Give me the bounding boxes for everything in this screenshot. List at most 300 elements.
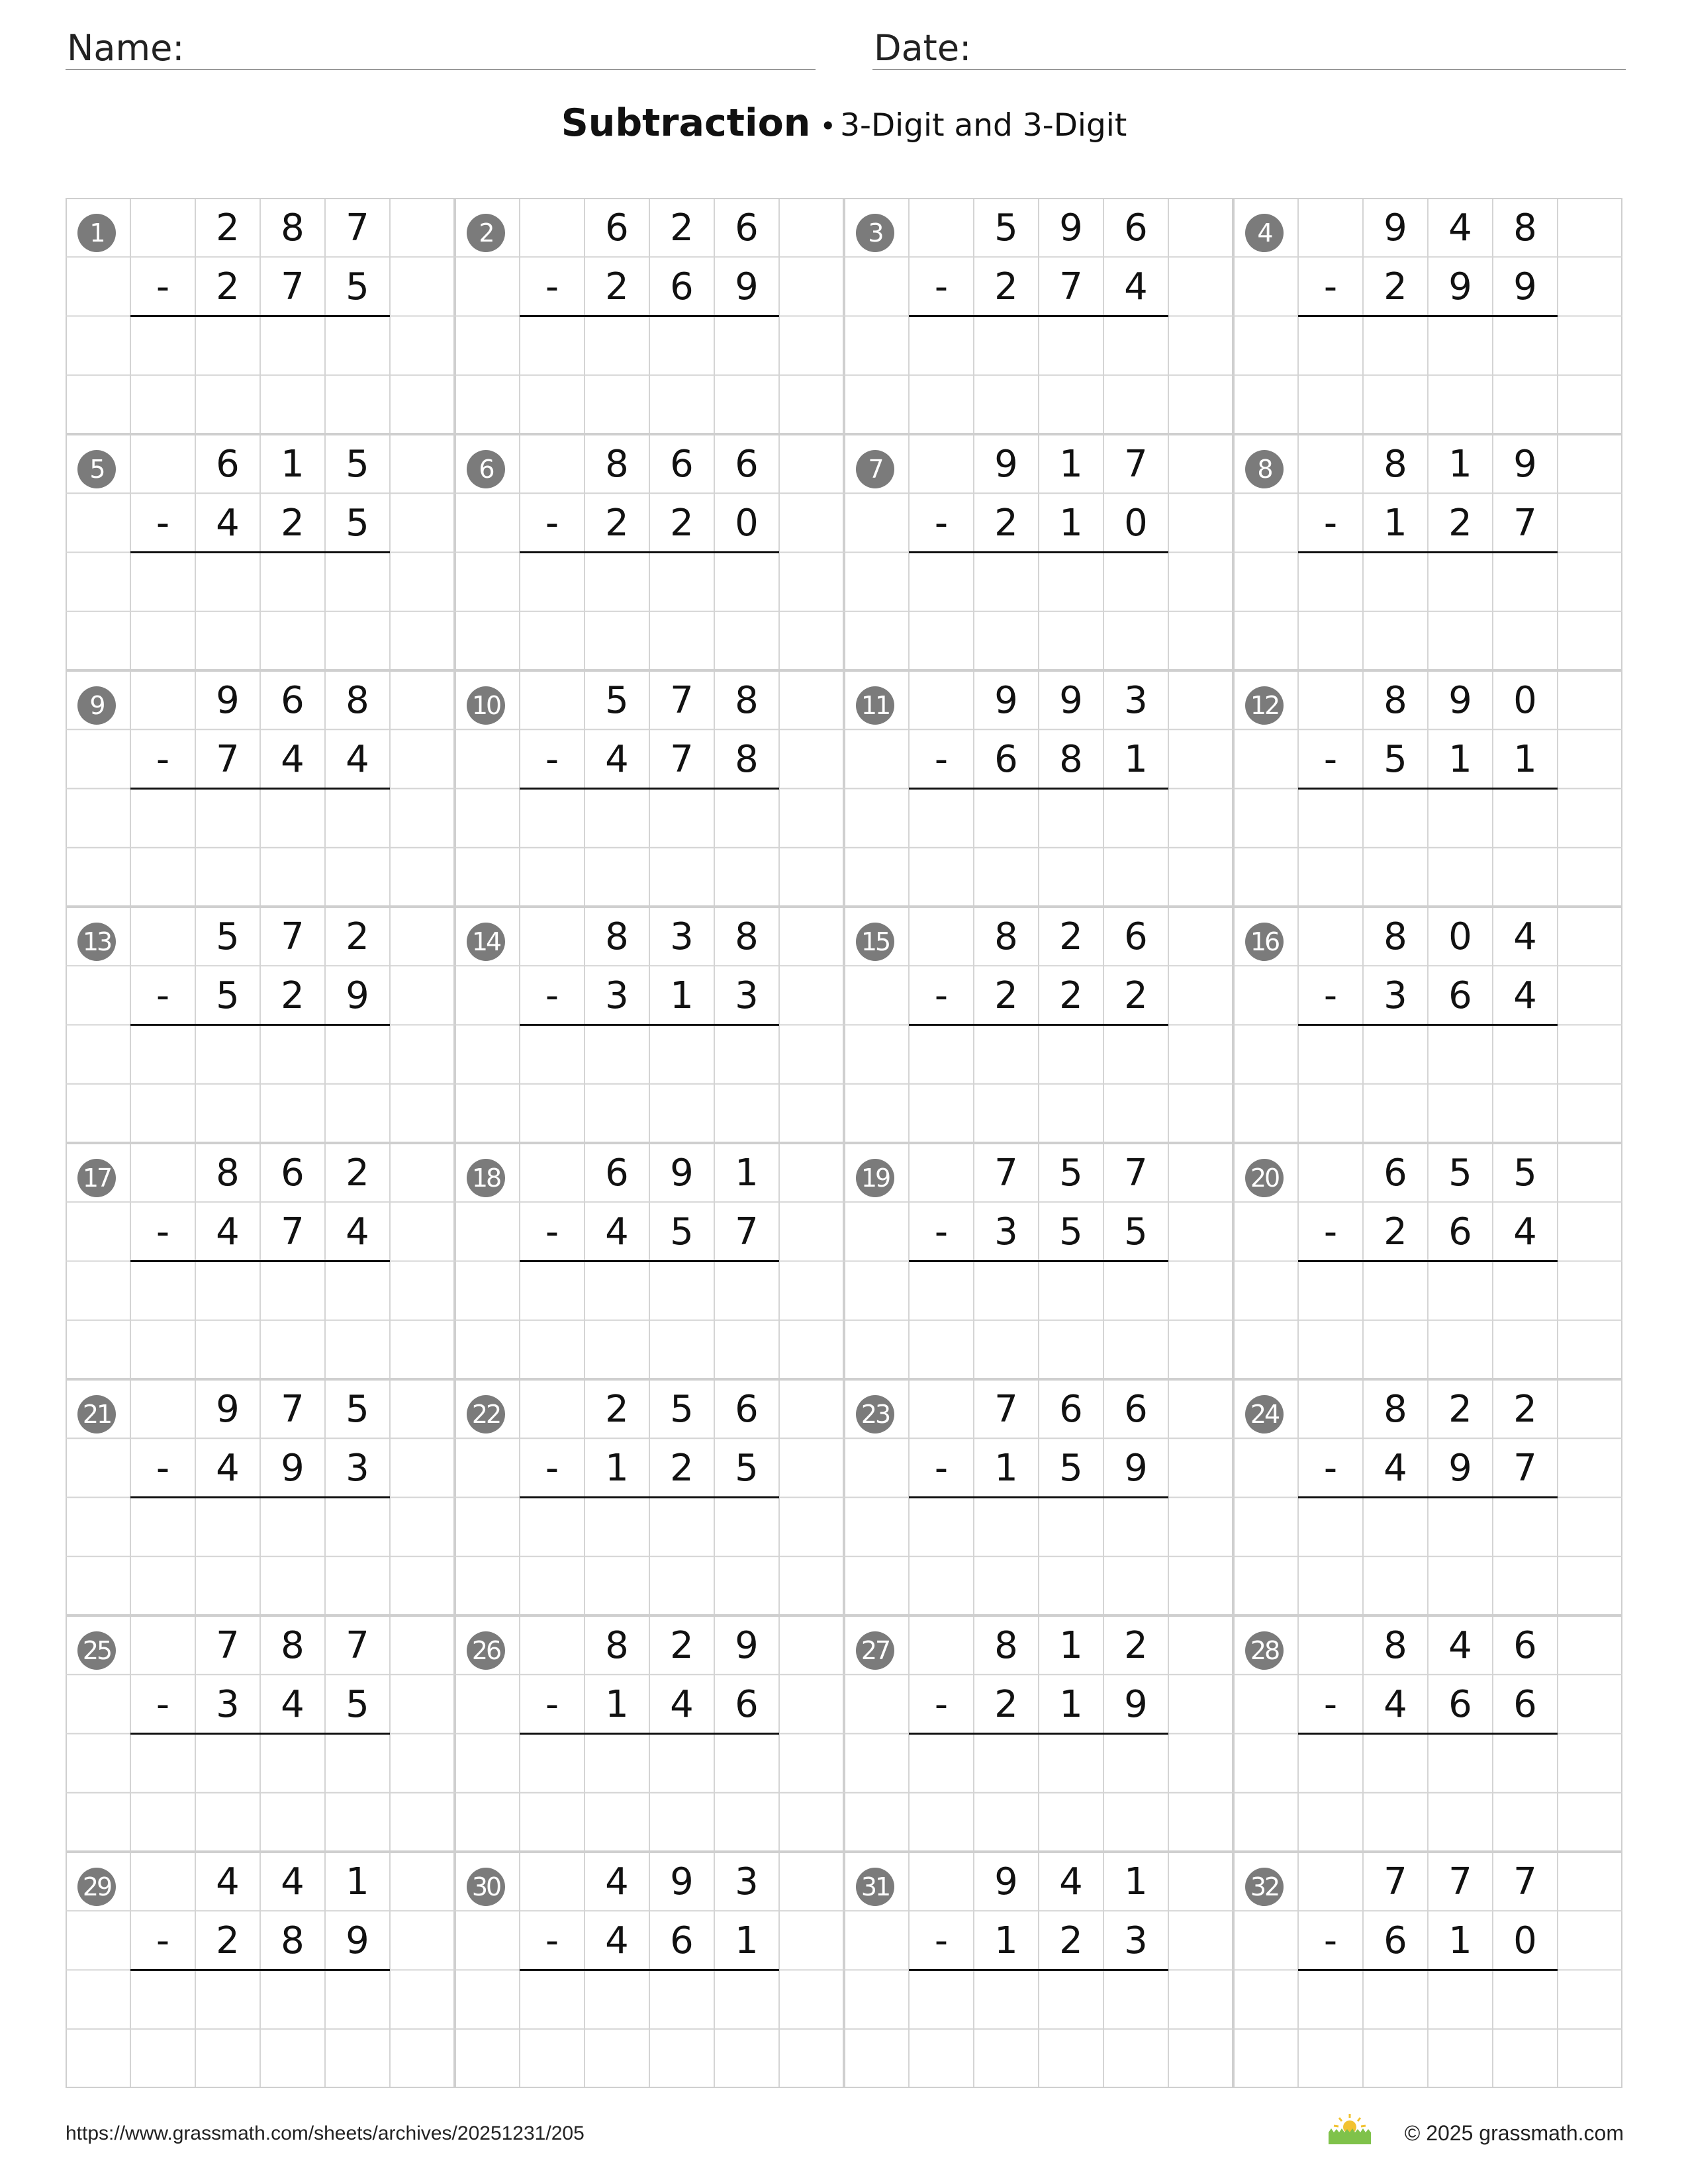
subtrahend-digit: 5 <box>1059 1447 1083 1490</box>
answer-space[interactable] <box>520 790 779 902</box>
problem-number-badge: 10 <box>467 686 505 725</box>
minuend-digit: 6 <box>605 206 629 250</box>
answer-space[interactable] <box>1298 1026 1558 1138</box>
date-label: Date: <box>874 27 972 69</box>
problem-22 <box>455 1379 844 1615</box>
minuend-digit: 9 <box>994 443 1018 486</box>
subtrahend-digit: 1 <box>735 1919 759 1962</box>
problem-23 <box>844 1379 1233 1615</box>
problem-grid <box>66 198 1622 2088</box>
subtrahend-digit: 9 <box>1448 1447 1472 1490</box>
answer-space[interactable] <box>909 790 1168 902</box>
subtrahend-digit: 2 <box>1059 1919 1083 1962</box>
minuend-digit: 6 <box>1059 1388 1083 1431</box>
minuend-digit: 6 <box>735 206 759 250</box>
minuend-digit: 0 <box>1513 679 1537 722</box>
name-label: Name: <box>67 27 185 69</box>
minus-sign: - <box>156 1447 170 1490</box>
problem-number-badge: 28 <box>1245 1631 1284 1670</box>
minuend-digit: 1 <box>281 443 305 486</box>
subtrahend-digit: 1 <box>994 1919 1018 1962</box>
problem-number-badge: 3 <box>856 214 894 252</box>
minus-sign: - <box>156 1683 170 1726</box>
minus-sign: - <box>934 1210 949 1253</box>
subtrahend-digit: 0 <box>1513 1919 1537 1962</box>
subtrahend-digit: 2 <box>605 502 629 545</box>
subtrahend-digit: 2 <box>1383 1210 1407 1253</box>
subtrahend-digit: 4 <box>281 738 305 781</box>
subtrahend-digit: 7 <box>670 738 694 781</box>
minuend-digit: 8 <box>281 206 305 250</box>
subtrahend-digit: 3 <box>735 974 759 1017</box>
subtrahend-digit: 9 <box>346 1919 369 1962</box>
minuend-digit: 4 <box>1059 1860 1083 1903</box>
minuend-digit: 8 <box>735 915 759 958</box>
subtrahend-digit: 7 <box>1513 1447 1537 1490</box>
minus-sign: - <box>934 974 949 1017</box>
minuend-digit: 7 <box>216 1624 240 1667</box>
problem-number-badge: 2 <box>467 214 505 252</box>
problem-2 <box>455 198 844 434</box>
minus-sign: - <box>934 1447 949 1490</box>
answer-space[interactable] <box>130 553 390 666</box>
problem-18 <box>455 1143 844 1379</box>
minuend-digit: 8 <box>994 915 1018 958</box>
minuend-digit: 1 <box>1059 443 1083 486</box>
minuend-digit: 4 <box>1448 206 1472 250</box>
answer-space[interactable] <box>1298 1735 1558 1847</box>
footer-url: https://www.grassmath.com/sheets/archives/20251231/205 <box>66 2122 585 2144</box>
problem-number-badge: 8 <box>1245 450 1284 488</box>
subtrahend-digit: 4 <box>216 502 240 545</box>
subtrahend-digit: 5 <box>735 1447 759 1490</box>
problem-26 <box>455 1615 844 1852</box>
minus-sign: - <box>1323 1919 1338 1962</box>
minus-sign: - <box>156 738 170 781</box>
problem-number-badge: 6 <box>467 450 505 488</box>
subtrahend-digit: 3 <box>994 1210 1018 1253</box>
minuend-digit: 6 <box>281 679 305 722</box>
answer-space[interactable] <box>130 1262 390 1375</box>
subtrahend-digit: 1 <box>994 1447 1018 1490</box>
minuend-digit: 6 <box>670 443 694 486</box>
subtrahend-digit: 7 <box>735 1210 759 1253</box>
subtrahend-digit: 1 <box>1513 738 1537 781</box>
subtrahend-digit: 1 <box>1383 502 1407 545</box>
minuend-digit: 6 <box>1513 1624 1537 1667</box>
problem-number-badge: 21 <box>77 1395 116 1433</box>
problem-number-badge: 9 <box>77 686 116 725</box>
subtrahend-digit: 6 <box>670 1919 694 1962</box>
subtrahend-digit: 5 <box>216 974 240 1017</box>
minuend-digit: 9 <box>1513 443 1537 486</box>
minus-sign: - <box>1323 1683 1338 1726</box>
subtrahend-digit: 4 <box>1513 974 1537 1017</box>
minuend-digit: 2 <box>605 1388 629 1431</box>
minuend-digit: 7 <box>1383 1860 1407 1903</box>
subtrahend-digit: 6 <box>1448 974 1472 1017</box>
problem-32 <box>1233 1852 1622 2088</box>
subtrahend-digit: 9 <box>1124 1683 1148 1726</box>
subtrahend-digit: 5 <box>346 1683 369 1726</box>
minuend-digit: 8 <box>735 679 759 722</box>
minuend-digit: 8 <box>346 679 369 722</box>
minus-sign: - <box>1323 1210 1338 1253</box>
subtrahend-digit: 7 <box>281 265 305 308</box>
minuend-digit: 5 <box>994 206 1018 250</box>
subtrahend-digit: 5 <box>1383 738 1407 781</box>
minus-sign: - <box>156 1210 170 1253</box>
name-field[interactable] <box>66 21 816 70</box>
subtrahend-digit: 9 <box>281 1447 305 1490</box>
minuend-digit: 8 <box>605 915 629 958</box>
minuend-digit: 9 <box>994 1860 1018 1903</box>
subtrahend-digit: 1 <box>670 974 694 1017</box>
minuend-digit: 6 <box>216 443 240 486</box>
minuend-digit: 6 <box>605 1152 629 1195</box>
minuend-digit: 8 <box>1383 1388 1407 1431</box>
problem-6 <box>455 434 844 670</box>
answer-space[interactable] <box>520 1026 779 1138</box>
answer-space[interactable] <box>130 1971 390 2083</box>
minuend-digit: 3 <box>1124 679 1148 722</box>
minuend-digit: 1 <box>1059 1624 1083 1667</box>
problem-number-badge: 25 <box>77 1631 116 1670</box>
subtrahend-digit: 2 <box>216 1919 240 1962</box>
problem-number-badge: 31 <box>856 1868 894 1906</box>
problem-number-badge: 11 <box>856 686 894 725</box>
minuend-digit: 2 <box>216 206 240 250</box>
problem-5 <box>66 434 455 670</box>
minuend-digit: 8 <box>281 1624 305 1667</box>
minus-sign: - <box>545 1683 559 1726</box>
answer-space[interactable] <box>130 1026 390 1138</box>
minuend-digit: 7 <box>281 1388 305 1431</box>
problem-number-badge: 29 <box>77 1868 116 1906</box>
subtrahend-digit: 2 <box>994 974 1018 1017</box>
subtrahend-digit: 2 <box>670 1447 694 1490</box>
subtrahend-digit: 7 <box>216 738 240 781</box>
subtrahend-digit: 3 <box>605 974 629 1017</box>
minuend-digit: 6 <box>735 1388 759 1431</box>
minuend-digit: 9 <box>1059 679 1083 722</box>
problem-7 <box>844 434 1233 670</box>
minuend-digit: 2 <box>1448 1388 1472 1431</box>
minuend-digit: 7 <box>281 915 305 958</box>
minus-sign: - <box>1323 502 1338 545</box>
minuend-digit: 7 <box>346 206 369 250</box>
answer-space[interactable] <box>1298 317 1558 430</box>
answer-space[interactable] <box>520 1971 779 2083</box>
problem-28 <box>1233 1615 1622 1852</box>
answer-space[interactable] <box>130 317 390 430</box>
minuend-digit: 5 <box>1513 1152 1537 1195</box>
minuend-digit: 1 <box>346 1860 369 1903</box>
minuend-digit: 8 <box>216 1152 240 1195</box>
minus-sign: - <box>1323 1447 1338 1490</box>
minuend-digit: 5 <box>346 1388 369 1431</box>
problem-20 <box>1233 1143 1622 1379</box>
problem-31 <box>844 1852 1233 2088</box>
date-field[interactable] <box>872 21 1626 70</box>
problem-number-badge: 5 <box>77 450 116 488</box>
problem-9 <box>66 670 455 907</box>
subtrahend-digit: 7 <box>281 1210 305 1253</box>
problem-number-badge: 26 <box>467 1631 505 1670</box>
subtrahend-digit: 6 <box>1448 1683 1472 1726</box>
problem-number-badge: 19 <box>856 1159 894 1197</box>
minuend-digit: 9 <box>216 679 240 722</box>
answer-space[interactable] <box>520 553 779 666</box>
minuend-digit: 4 <box>216 1860 240 1903</box>
subtrahend-digit: 4 <box>346 738 369 781</box>
answer-space[interactable] <box>909 553 1168 666</box>
problem-25 <box>66 1615 455 1852</box>
subtrahend-digit: 1 <box>1448 738 1472 781</box>
minuend-digit: 7 <box>670 679 694 722</box>
minuend-digit: 7 <box>1124 1152 1148 1195</box>
minus-sign: - <box>934 1919 949 1962</box>
answer-space[interactable] <box>909 1026 1168 1138</box>
minuend-digit: 4 <box>281 1860 305 1903</box>
problem-number-badge: 16 <box>1245 923 1284 961</box>
title-subtitle: 3-Digit and 3-Digit <box>840 107 1127 144</box>
subtrahend-digit: 6 <box>1383 1919 1407 1962</box>
answer-space[interactable] <box>520 1735 779 1847</box>
minuend-digit: 2 <box>1124 1624 1148 1667</box>
problem-number-badge: 7 <box>856 450 894 488</box>
minuend-digit: 5 <box>670 1388 694 1431</box>
subtrahend-digit: 2 <box>281 974 305 1017</box>
minuend-digit: 6 <box>1383 1152 1407 1195</box>
problem-number-badge: 4 <box>1245 214 1284 252</box>
minus-sign: - <box>545 265 559 308</box>
minuend-digit: 5 <box>1059 1152 1083 1195</box>
subtrahend-digit: 4 <box>605 1210 629 1253</box>
minus-sign: - <box>545 738 559 781</box>
minuend-digit: 6 <box>1124 206 1148 250</box>
subtrahend-digit: 2 <box>1124 974 1148 1017</box>
problem-11 <box>844 670 1233 907</box>
subtrahend-digit: 2 <box>1383 265 1407 308</box>
subtrahend-digit: 6 <box>1448 1210 1472 1253</box>
minus-sign: - <box>934 738 949 781</box>
subtrahend-digit: 9 <box>346 974 369 1017</box>
subtrahend-digit: 0 <box>735 502 759 545</box>
minus-sign: - <box>156 502 170 545</box>
minuend-digit: 7 <box>994 1152 1018 1195</box>
problem-19 <box>844 1143 1233 1379</box>
answer-space[interactable] <box>909 1971 1168 2083</box>
subtrahend-digit: 0 <box>1124 502 1148 545</box>
subtrahend-digit: 3 <box>216 1683 240 1726</box>
problem-14 <box>455 907 844 1143</box>
subtrahend-digit: 2 <box>605 265 629 308</box>
answer-space[interactable] <box>909 1498 1168 1611</box>
minuend-digit: 5 <box>1448 1152 1472 1195</box>
subtrahend-digit: 8 <box>735 738 759 781</box>
problem-8 <box>1233 434 1622 670</box>
subtrahend-digit: 8 <box>1059 738 1083 781</box>
answer-space[interactable] <box>1298 1498 1558 1611</box>
minus-sign: - <box>156 265 170 308</box>
answer-space[interactable] <box>520 1262 779 1375</box>
subtrahend-digit: 1 <box>1448 1919 1472 1962</box>
minus-sign: - <box>545 974 559 1017</box>
minuend-digit: 1 <box>1448 443 1472 486</box>
answer-space[interactable] <box>1298 1262 1558 1375</box>
minus-sign: - <box>156 1919 170 1962</box>
minuend-digit: 8 <box>1383 1624 1407 1667</box>
answer-space[interactable] <box>130 1498 390 1611</box>
minus-sign: - <box>1323 738 1338 781</box>
problem-number-badge: 30 <box>467 1868 505 1906</box>
minuend-digit: 9 <box>670 1152 694 1195</box>
problem-24 <box>1233 1379 1622 1615</box>
minuend-digit: 2 <box>1059 915 1083 958</box>
subtrahend-digit: 4 <box>605 738 629 781</box>
minuend-digit: 9 <box>994 679 1018 722</box>
minuend-digit: 8 <box>1383 443 1407 486</box>
problem-number-badge: 12 <box>1245 686 1284 725</box>
answer-space[interactable] <box>909 1735 1168 1847</box>
footer-copyright: © 2025 grassmath.com <box>1404 2121 1624 2145</box>
subtrahend-digit: 5 <box>1124 1210 1148 1253</box>
subtrahend-digit: 2 <box>670 502 694 545</box>
answer-space[interactable] <box>909 317 1168 430</box>
problem-number-badge: 1 <box>77 214 116 252</box>
minuend-digit: 6 <box>281 1152 305 1195</box>
answer-space[interactable] <box>909 1262 1168 1375</box>
subtrahend-digit: 4 <box>1383 1683 1407 1726</box>
answer-space[interactable] <box>1298 790 1558 902</box>
minuend-digit: 9 <box>1059 206 1083 250</box>
problem-number-badge: 24 <box>1245 1395 1284 1433</box>
minuend-digit: 9 <box>670 1860 694 1903</box>
minus-sign: - <box>545 1447 559 1490</box>
subtrahend-digit: 4 <box>216 1210 240 1253</box>
subtrahend-digit: 2 <box>994 265 1018 308</box>
minuend-digit: 9 <box>1448 679 1472 722</box>
minuend-digit: 5 <box>216 915 240 958</box>
subtrahend-digit: 5 <box>670 1210 694 1253</box>
subtrahend-digit: 1 <box>1124 738 1148 781</box>
subtrahend-digit: 4 <box>605 1919 629 1962</box>
problem-number-badge: 27 <box>856 1631 894 1670</box>
worksheet-title <box>0 101 1688 145</box>
problem-29 <box>66 1852 455 2088</box>
subtrahend-digit: 8 <box>281 1919 305 1962</box>
subtrahend-digit: 2 <box>1448 502 1472 545</box>
minuend-digit: 7 <box>346 1624 369 1667</box>
subtrahend-digit: 5 <box>1059 1210 1083 1253</box>
subtrahend-digit: 3 <box>1383 974 1407 1017</box>
answer-space[interactable] <box>130 1735 390 1847</box>
answer-space[interactable] <box>520 317 779 430</box>
minuend-digit: 9 <box>1383 206 1407 250</box>
subtrahend-digit: 2 <box>994 1683 1018 1726</box>
subtrahend-digit: 4 <box>281 1683 305 1726</box>
problem-15 <box>844 907 1233 1143</box>
problem-1 <box>66 198 455 434</box>
answer-space[interactable] <box>520 1498 779 1611</box>
answer-space[interactable] <box>1298 1971 1558 2083</box>
minuend-digit: 8 <box>1383 679 1407 722</box>
subtrahend-digit: 4 <box>670 1683 694 1726</box>
problem-number-badge: 22 <box>467 1395 505 1433</box>
minuend-digit: 6 <box>1124 915 1148 958</box>
problem-16 <box>1233 907 1622 1143</box>
minus-sign: - <box>545 502 559 545</box>
minuend-digit: 0 <box>1448 915 1472 958</box>
problem-number-badge: 20 <box>1245 1159 1284 1197</box>
subtrahend-digit: 7 <box>1059 265 1083 308</box>
problem-number-badge: 32 <box>1245 1868 1284 1906</box>
problem-17 <box>66 1143 455 1379</box>
minuend-digit: 7 <box>1124 443 1148 486</box>
minus-sign: - <box>1323 974 1338 1017</box>
minuend-digit: 6 <box>1124 1388 1148 1431</box>
subtrahend-digit: 6 <box>1513 1683 1537 1726</box>
minuend-digit: 8 <box>605 443 629 486</box>
subtrahend-digit: 2 <box>281 502 305 545</box>
minuend-digit: 2 <box>346 1152 369 1195</box>
problem-12 <box>1233 670 1622 907</box>
minuend-digit: 7 <box>994 1388 1018 1431</box>
minuend-digit: 4 <box>1513 915 1537 958</box>
minuend-digit: 2 <box>1513 1388 1537 1431</box>
subtrahend-digit: 2 <box>1059 974 1083 1017</box>
subtrahend-digit: 1 <box>605 1683 629 1726</box>
problem-number-badge: 17 <box>77 1159 116 1197</box>
minuend-digit: 8 <box>1513 206 1537 250</box>
minus-sign: - <box>545 1919 559 1962</box>
problem-13 <box>66 907 455 1143</box>
minus-sign: - <box>156 974 170 1017</box>
title-bullet: • <box>820 110 837 142</box>
problem-30 <box>455 1852 844 2088</box>
title-main: Subtraction <box>561 101 811 145</box>
subtrahend-digit: 5 <box>346 502 369 545</box>
minuend-digit: 5 <box>346 443 369 486</box>
minus-sign: - <box>934 502 949 545</box>
problem-27 <box>844 1615 1233 1852</box>
answer-space[interactable] <box>1298 553 1558 666</box>
minuend-digit: 3 <box>670 915 694 958</box>
subtrahend-digit: 9 <box>1124 1447 1148 1490</box>
minus-sign: - <box>1323 265 1338 308</box>
subtrahend-digit: 5 <box>346 265 369 308</box>
minuend-digit: 2 <box>670 206 694 250</box>
problem-number-badge: 23 <box>856 1395 894 1433</box>
minuend-digit: 8 <box>1383 915 1407 958</box>
subtrahend-digit: 9 <box>735 265 759 308</box>
problem-number-badge: 13 <box>77 923 116 961</box>
minuend-digit: 4 <box>605 1860 629 1903</box>
subtrahend-digit: 9 <box>1513 265 1537 308</box>
problem-number-badge: 18 <box>467 1159 505 1197</box>
minuend-digit: 2 <box>346 915 369 958</box>
problem-number-badge: 14 <box>467 923 505 961</box>
subtrahend-digit: 6 <box>670 265 694 308</box>
subtrahend-digit: 1 <box>1059 502 1083 545</box>
subtrahend-digit: 4 <box>1124 265 1148 308</box>
subtrahend-digit: 4 <box>1513 1210 1537 1253</box>
problem-4 <box>1233 198 1622 434</box>
subtrahend-digit: 4 <box>216 1447 240 1490</box>
answer-space[interactable] <box>130 790 390 902</box>
problem-number-badge: 15 <box>856 923 894 961</box>
